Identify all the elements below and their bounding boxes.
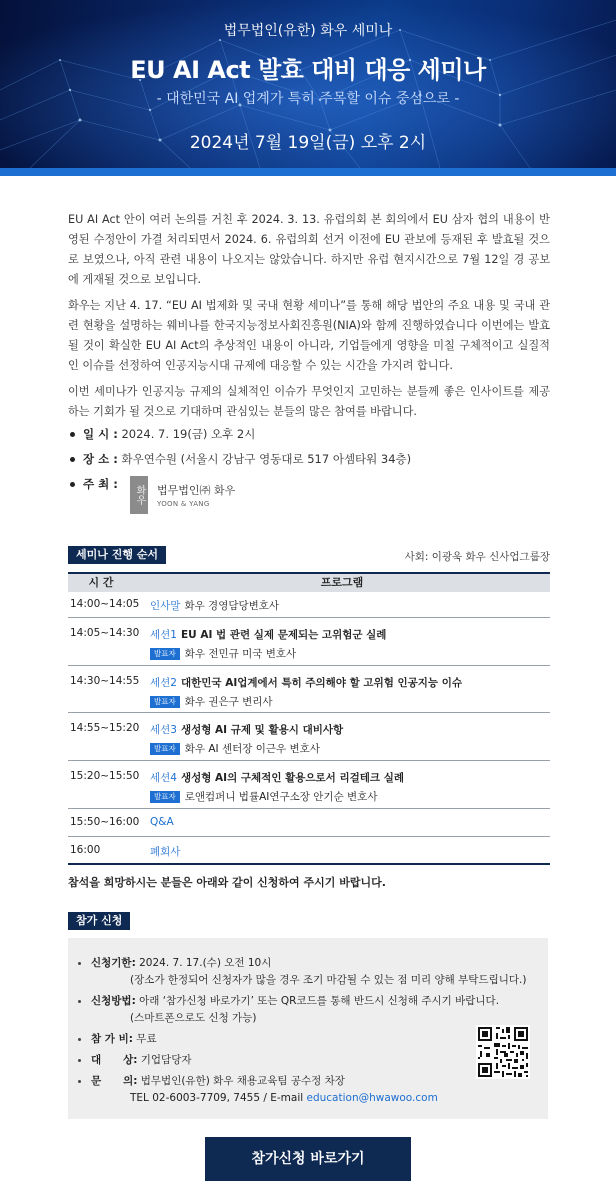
header-divider-bar [0, 168, 616, 176]
reg-fee [78, 1031, 157, 1046]
table-row [68, 713, 550, 761]
table-row [68, 618, 550, 666]
intro-paragraph-1: EU AI Act 안이 여러 논의를 거친 후 2024. 3. 13. 유럽의회 본 회의에서 EU 삼자 협의 내용이 반영된 수정안이 가결 처리되면서 2024. 6. 유럽의회 선거 이전에 EU 관보에 등재된 후 발효될 것으로 보였으나, 아직 관련 내용이 나오지는 않았습니다. 하지만 유럽 현지시간으로 7월 12일 경 공보에 게재될 것으로 보입니다. [68, 213, 550, 286]
col-time-header: 시 간 [88, 576, 114, 589]
info-host-label: 주 최 : [83, 477, 118, 491]
row-session: Q&A [150, 816, 174, 828]
info-date [68, 426, 550, 442]
host-logo-kr: 법무법인㈜ 화우 [157, 484, 236, 497]
contact-email-link[interactable]: education@hwawoo.com [306, 1092, 438, 1104]
row-plain: 화우 경영담당변호사 [184, 600, 280, 612]
speaker-badge: 발표자 [150, 743, 180, 755]
row-title: EU AI 법 관련 실제 문제되는 고위험군 실례 [180, 629, 387, 641]
bullet-icon [78, 1000, 81, 1003]
row-title: 대한민국 AI업계에서 특히 주의해야 할 고위험 인공지능 이슈 [180, 677, 463, 689]
row-speaker: 화우 AI 센터장 이근우 변호사 [184, 743, 320, 755]
reg-target [78, 1052, 191, 1067]
reg-deadline-label: 신청기한: [91, 957, 136, 969]
row-time: 15:20~15:50 [70, 770, 140, 782]
row-session: 세션1 [150, 629, 177, 641]
info-date-value: 2024. 7. 19(금) 오후 2시 [121, 427, 256, 441]
row-title: 생성형 AI의 구체적인 활용으로서 리걸테크 실례 [180, 772, 404, 784]
speaker-badge: 발표자 [150, 791, 180, 803]
bullet-icon [70, 457, 75, 462]
speaker-badge: 발표자 [150, 648, 180, 660]
bullet-icon [70, 432, 75, 437]
row-time: 14:55~15:20 [70, 722, 140, 734]
host-logo [130, 476, 235, 514]
table-row [68, 809, 550, 837]
reg-method-note: (스마트폰으로도 신청 가능) [130, 1012, 257, 1024]
table-row [68, 666, 550, 713]
row-title: 생성형 AI 규제 및 활용시 대비사항 [180, 724, 344, 736]
intro-paragraph-3: 이번 세미나가 인공지능 규제의 실체적인 이슈가 무엇인지 고민하는 분들께 좋은 인사이트를 제공하는 기회가 될 것으로 기대하며 관심있는 분들의 많은 참여를 바랍니다. [68, 385, 550, 418]
reg-method [78, 993, 500, 1024]
program-section-label: 세미나 진행 순서 [68, 546, 166, 564]
intro-paragraph-2: 화우는 지난 4. 17. “EU AI 법제화 및 국내 현황 세미나”를 통해 해당 법안의 주요 내용 및 국내 관련 현황을 설명하는 웨비나를 한국지능정보사회진흥원(NIA)와 함께 진행하였습니다 이번에는 발효될 것이 확실한 EU AI Act의 추상적인 내용이 아니라, 기업들에게 영향을 미칠 구체적이고 실질적인 이슈를 선정하여 인공지능시대 규제에 대응할 수 있는 시간을 가지려 합니다. [68, 299, 550, 372]
reg-fee-value: 무료 [136, 1033, 157, 1045]
host-logo-seal-icon: 화우 [130, 476, 148, 514]
reg-contact [78, 1073, 438, 1104]
row-speaker: 로앤컴퍼니 법률AI연구소장 안기순 변호사 [184, 791, 378, 803]
row-session: 세션4 [150, 772, 177, 784]
reg-deadline [78, 955, 527, 986]
host-logo-en: YOON & YANG [157, 500, 210, 508]
reg-contact-tel [130, 1092, 438, 1104]
event-datetime: 2024년 7월 19일(금) 오후 2시 [189, 133, 427, 153]
qr-code-icon[interactable] [476, 1025, 530, 1079]
reg-contact-value: 법무법인(유한) 화우 채용교육팀 공수정 차장 [140, 1075, 345, 1087]
bullet-icon [78, 1059, 81, 1062]
row-session: 폐회사 [150, 846, 181, 858]
program-table [68, 572, 550, 865]
reg-deadline-value: 2024. 7. 17.(수) 오전 10시 [139, 957, 272, 969]
program-table-header [68, 572, 550, 592]
header-banner [0, 0, 616, 168]
reg-deadline-note: (장소가 한정되어 신청자가 많을 경우 조기 마감될 수 있는 점 미리 양해 부탁드립니다.) [130, 974, 527, 986]
row-session: 세션3 [150, 724, 177, 736]
page-title: EU AI Act 발효 대비 대응 세미나 [130, 56, 486, 84]
row-time: 14:00~14:05 [70, 598, 140, 610]
row-speaker: 화우 권은구 변리사 [184, 696, 273, 708]
row-session: 인사말 [150, 600, 181, 612]
info-place-label: 장 소 : [83, 452, 118, 466]
info-place-value: 화우연수원 (서울시 강남구 영동대로 517 아셈타워 34층) [121, 452, 412, 466]
row-time: 14:30~14:55 [70, 675, 140, 687]
bullet-icon [70, 482, 75, 487]
row-time: 16:00 [70, 844, 101, 856]
speaker-badge: 발표자 [150, 696, 180, 708]
bullet-icon [78, 962, 81, 965]
intro-text [68, 210, 550, 428]
bullet-icon [78, 1038, 81, 1041]
col-program-header: 프로그램 [320, 576, 364, 589]
row-session: 세션2 [150, 677, 177, 689]
row-time: 15:50~16:00 [70, 816, 140, 828]
reg-target-value: 기업담당자 [140, 1054, 192, 1066]
bullet-icon [78, 1080, 81, 1083]
reg-contact-tel-text: TEL 02-6003-7709, 7455 / E-mail [130, 1092, 307, 1104]
table-row [68, 761, 550, 809]
row-time: 14:05~14:30 [70, 627, 140, 639]
table-row [68, 837, 550, 865]
reg-method-label: 신청방법: [91, 995, 136, 1007]
table-row [68, 592, 550, 618]
page-subtitle: - 대한민국 AI 업계가 특히 주목할 이슈 중심으로 - [156, 91, 460, 107]
registration-section-label: 참가 신청 [68, 912, 130, 930]
register-cta-button[interactable]: 참가신청 바로가기 [205, 1137, 411, 1181]
registration-notice: 참석을 희망하시는 분들은 아래와 같이 신청하여 주시기 바랍니다. [68, 876, 386, 889]
reg-target-label: 대 상: [91, 1054, 138, 1066]
row-speaker: 화우 전민규 미국 변호사 [184, 648, 297, 660]
reg-fee-label: 참 가 비: [91, 1033, 133, 1045]
organizer-line: 법무법인(유한) 화우 세미나 [223, 23, 393, 39]
info-date-label: 일 시 : [83, 427, 118, 441]
moderator-text: 사회: 이광욱 화우 신사업그룹장 [404, 551, 550, 563]
reg-method-value: 아래 ‘참가신청 바로가기’ 또는 QR코드를 통해 반드시 신청해 주시기 바랍니다. [139, 995, 500, 1007]
reg-contact-label: 문 의: [91, 1075, 138, 1087]
info-place [68, 451, 550, 467]
